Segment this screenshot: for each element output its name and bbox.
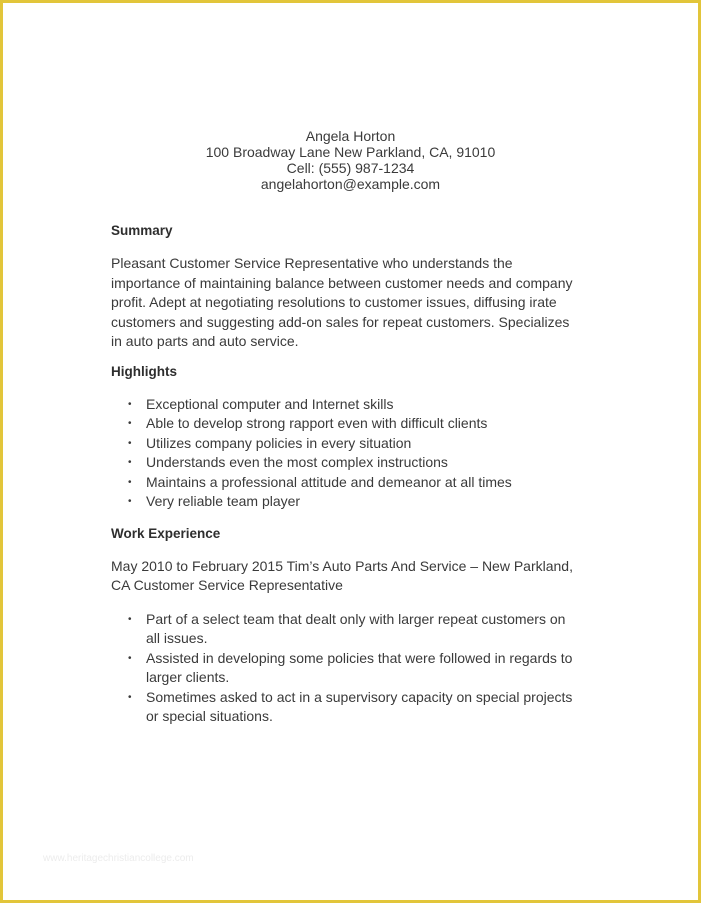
highlights-list (111, 395, 581, 512)
list-item: • Exceptional computer and Internet skills (146, 395, 581, 415)
list-item: • Part of a select team that dealt only with larger repeat customers on all issues. (146, 610, 581, 649)
highlights-title: Highlights (111, 363, 177, 379)
experience-title: Work Experience (111, 525, 221, 541)
list-item: • Understands even the most complex instructions (146, 453, 581, 473)
watermark: www.heritagechristiancollege.com (43, 853, 194, 864)
resume-body (111, 223, 581, 738)
email: angelahorton@example.com (260, 176, 441, 192)
candidate-name: Angela Horton (305, 128, 396, 144)
summary-text: Pleasant Customer Service Representative who understands the importance of maintaining balance between customer needs and company profit. Adept at negotiating resolutions to customer issues, diffusing irate customers and suggesting add-on sales for repeat customers. Specializes in auto parts and auto service. (111, 255, 573, 349)
experience-list (111, 610, 581, 727)
list-item: • Sometimes asked to act in a supervisory capacity on special projects or special situations. (146, 688, 581, 727)
list-item: • Maintains a professional attitude and demeanor at all times (146, 473, 581, 493)
contact-header (3, 128, 698, 192)
list-item: • Able to develop strong rapport even with difficult clients (146, 414, 581, 434)
job-line: May 2010 to February 2015 Tim’s Auto Parts And Service – New Parkland, CA Customer Service Representative (111, 557, 573, 593)
list-item: • Utilizes company policies in every situation (146, 434, 581, 454)
list-item: • Very reliable team player (146, 492, 581, 512)
address: 100 Broadway Lane New Parkland, CA, 91010 (205, 144, 496, 160)
list-item: • Assisted in developing some policies that were followed in regards to larger clients. (146, 649, 581, 688)
summary-title: Summary (111, 223, 173, 238)
phone: Cell: (555) 987-1234 (286, 160, 415, 176)
